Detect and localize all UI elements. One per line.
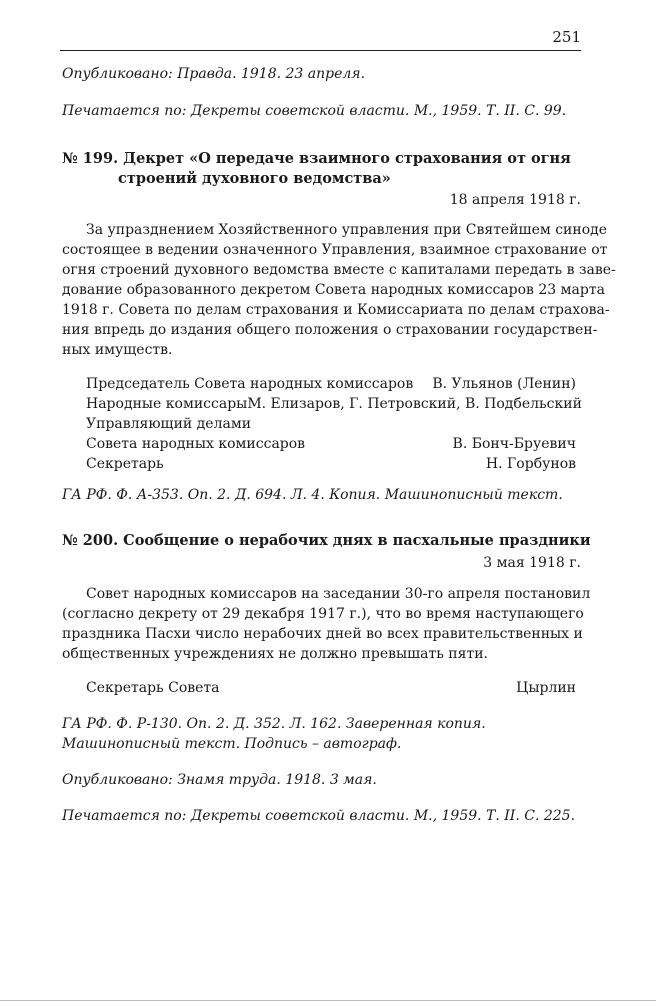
doc200-archive-note-cont: Машинописный текст. Подпись – автограф. (62, 736, 402, 752)
doc199-body-line: За упразднением Хозяйственного управления при Святейшем синоде (86, 222, 608, 238)
doc199-body-line: дование образованного декретом Совета народных комиссаров 23 марта (62, 282, 605, 298)
signature-row (86, 436, 576, 452)
doc199-body-line: огня строений духовного ведомства вместе с капиталами передать в заве- (62, 262, 616, 278)
signature-row (86, 416, 576, 432)
doc200-publication-note: Опубликовано: Знамя труда. 1918. 3 мая. (62, 772, 377, 788)
doc199-body-line: ных имуществ. (62, 342, 173, 358)
signature-row (86, 680, 576, 696)
source-note: Печатается по: Декреты советской власти. М., 1959. Т. II. С. 99. (62, 103, 567, 119)
signature-name: В. Бонч-Бруевич (452, 436, 576, 452)
signature-name: В. Ульянов (Ленин) (432, 376, 576, 392)
signature-name: Цырлин (516, 680, 576, 696)
doc199-archive-note: ГА РФ. Ф. А-353. Оп. 2. Д. 694. Л. 4. Копия. Машинописный текст. (62, 487, 563, 503)
doc199-heading: № 199. Декрет «О передаче взаимного страхования от огня (62, 150, 571, 167)
signature-title: Секретарь Совета (86, 680, 220, 696)
signature-row (86, 456, 576, 472)
doc200-heading: № 200. Сообщение о нерабочих днях в пасхальные праздники (62, 532, 591, 549)
signature-title: Управляющий делами (86, 416, 252, 432)
doc200-body-line: Совет народных комиссаров на заседании 30-го апреля постановил (86, 586, 591, 602)
doc200-body-line: праздника Пасхи число нерабочих дней во всех правительственных и (62, 626, 583, 642)
header-rule (60, 50, 581, 51)
signature-name: Н. Горбунов (485, 456, 576, 472)
signature-title: Народные комиссары (86, 396, 248, 412)
signature-row (86, 396, 582, 412)
signature-row (86, 376, 576, 392)
publication-note: Опубликовано: Правда. 1918. 23 апреля. (62, 66, 366, 82)
signature-title: Секретарь (86, 456, 164, 472)
page-number: 251 (552, 28, 581, 46)
page-bottom-edge (0, 1000, 656, 1001)
doc199-heading-cont: строений духовного ведомства» (118, 170, 391, 187)
doc200-body-line: общественных учреждениях не должно превышать пяти. (62, 646, 488, 662)
signature-name: М. Елизаров, Г. Петровский, В. Подбельский (247, 396, 582, 412)
doc199-body-line: состоящее в ведении означенного Управления, взаимное страхование от (62, 242, 608, 258)
signature-title: Председатель Совета народных комиссаров (86, 376, 414, 392)
signature-title: Совета народных комиссаров (86, 436, 306, 452)
doc200-archive-note: ГА РФ. Ф. Р-130. Оп. 2. Д. 352. Л. 162. Заверенная копия. (62, 716, 486, 732)
doc200-source-note: Печатается по: Декреты советской власти. М., 1959. Т. II. С. 225. (62, 808, 576, 824)
doc199-body-line: ния впредь до издания общего положения о страховании государствен- (62, 322, 598, 338)
doc200-date: 3 мая 1918 г. (483, 555, 581, 571)
doc200-body-line: (согласно декрету от 29 декабря 1917 г.), что во время наступающего (62, 606, 584, 622)
doc199-body-line: 1918 г. Совета по делам страхования и Комиссариата по делам страхова- (62, 302, 610, 318)
doc199-date: 18 апреля 1918 г. (449, 192, 581, 208)
